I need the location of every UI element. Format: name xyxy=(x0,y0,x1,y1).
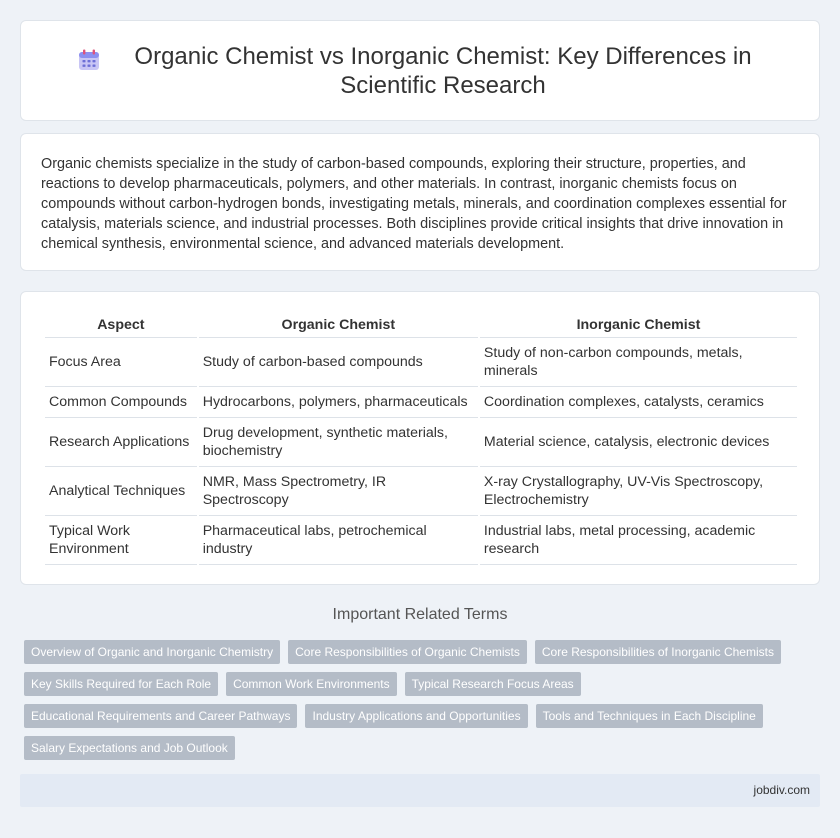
table-cell: Typical Work Environment xyxy=(45,516,197,565)
table-cell: Study of non-carbon compounds, metals, minerals xyxy=(480,338,797,387)
footer-site-link[interactable]: jobdiv.com xyxy=(753,783,810,797)
related-tag[interactable]: Key Skills Required for Each Role xyxy=(24,672,218,696)
table-cell: Coordination complexes, catalysts, ceramics xyxy=(480,387,797,418)
related-tag[interactable]: Core Responsibilities of Inorganic Chemists xyxy=(535,640,781,664)
related-tag[interactable]: Overview of Organic and Inorganic Chemistry xyxy=(24,640,280,664)
table-cell: X-ray Crystallography, UV-Vis Spectroscopy, Electrochemistry xyxy=(480,467,797,516)
related-tag[interactable]: Salary Expectations and Job Outlook xyxy=(24,736,235,760)
table-header-row xyxy=(45,312,797,338)
calendar-icon xyxy=(77,48,101,72)
comparison-table xyxy=(43,312,799,565)
table-row xyxy=(45,467,797,516)
related-tag[interactable]: Educational Requirements and Career Pathways xyxy=(24,704,297,728)
related-tag[interactable]: Tools and Techniques in Each Discipline xyxy=(536,704,763,728)
table-row xyxy=(45,516,797,565)
table-cell: Hydrocarbons, polymers, pharmaceuticals xyxy=(199,387,478,418)
related-tag[interactable]: Common Work Environments xyxy=(226,672,397,696)
table-cell: Research Applications xyxy=(45,418,197,467)
intro-paragraph: Organic chemists specialize in the study of carbon-based compounds, exploring their structure, properties, and reactions to develop pharmaceuticals, polymers, and other materials. In contrast, inorganic chemists focus on compounds without carbon-hydrogen bonds, investigating metals, minerals, and coordination complexes essential for catalysis, materials science, and industrial processes. Both disciplines provide critical insights that drive innovation in chemical synthesis, environmental science, and advanced materials development. xyxy=(41,156,787,252)
table-cell: Industrial labs, metal processing, academic research xyxy=(480,516,797,565)
footer xyxy=(20,774,820,807)
related-terms-title: Important Related Terms xyxy=(332,606,508,623)
related-tag[interactable]: Core Responsibilities of Organic Chemists xyxy=(288,640,527,664)
table-cell: Drug development, synthetic materials, biochemistry xyxy=(199,418,478,467)
tag-row xyxy=(24,704,814,728)
title-wrap xyxy=(70,42,770,100)
related-tag[interactable]: Industry Applications and Opportunities xyxy=(305,704,527,728)
intro-card xyxy=(20,133,820,271)
table-row xyxy=(45,387,797,418)
related-tags xyxy=(24,640,814,768)
table-cell: Focus Area xyxy=(45,338,197,387)
table-cell: Common Compounds xyxy=(45,387,197,418)
header-aspect: Aspect xyxy=(45,312,197,338)
table-cell: NMR, Mass Spectrometry, IR Spectroscopy xyxy=(199,467,478,516)
table-cell: Analytical Techniques xyxy=(45,467,197,516)
page-title: Organic Chemist vs Inorganic Chemist: Key Differences in Scientific Research xyxy=(134,42,752,99)
table-row xyxy=(45,418,797,467)
table-row xyxy=(45,338,797,387)
header-inorganic: Inorganic Chemist xyxy=(480,312,797,338)
tag-row xyxy=(24,736,814,760)
comparison-table-card xyxy=(20,291,820,585)
header-card xyxy=(20,20,820,121)
header-organic: Organic Chemist xyxy=(199,312,478,338)
table-cell: Study of carbon-based compounds xyxy=(199,338,478,387)
table-cell: Pharmaceutical labs, petrochemical industry xyxy=(199,516,478,565)
tag-row xyxy=(24,672,814,696)
related-tag[interactable]: Typical Research Focus Areas xyxy=(405,672,581,696)
tag-row xyxy=(24,640,814,664)
table-cell: Material science, catalysis, electronic devices xyxy=(480,418,797,467)
